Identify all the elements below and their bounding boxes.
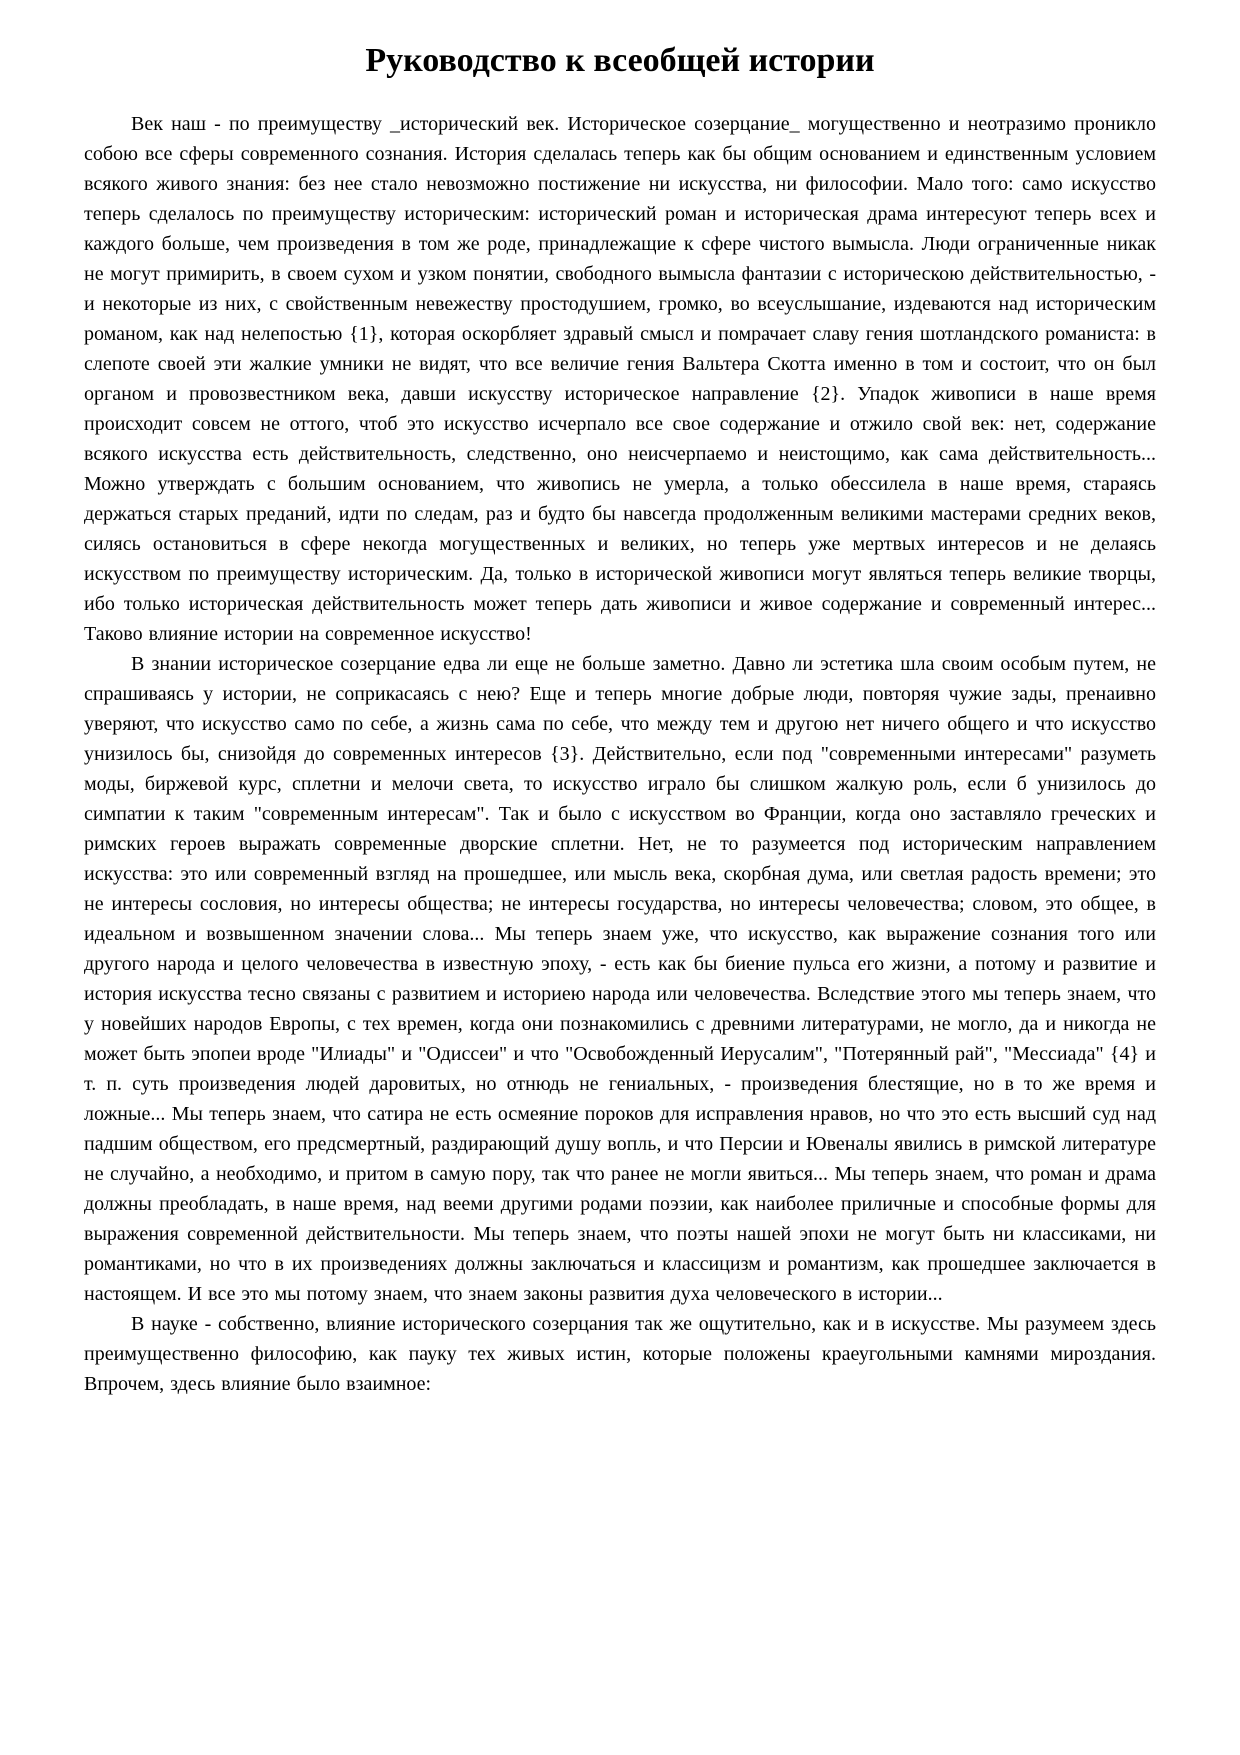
paragraph-2: В знании историческое созерцание едва ли еще не больше заметно. Давно ли эстетика шла своим особым путем, не спрашиваясь у истории, не соприкасаясь с нею? Еще и теперь многие добрые люди, повторяя чужие зады, пренаивно уверяют, что искусство само по себе, а жизнь сама по себе, что между тем и другою нет ничего общего и что искусство унизилось бы, снизойдя до современных интересов {3}. Действительно, если под "современными интересами" разуметь моды, биржевой курс, сплетни и мелочи света, то искусство играло бы слишком жалкую роль, если б унизилось до симпатии к таким "современным интересам". Так и было с искусством во Франции, когда оно заставляло греческих и римских героев выражать современные дворские сплетни. Нет, не то разумеется под историческим направлением искусства: это или современный взгляд на прошедшее, или мысль века, скорбная дума, или светлая радость времени; это не интересы сословия, но интересы общества; не интересы государства, но интересы человечества; словом, это общее, в идеальном и возвышенном значении слова... Мы теперь знаем уже, что искусство, как выражение сознания того или другого народа и целого человечества в известную эпоху, - есть как бы биение пульса его жизни, а потому и развитие и история искусства тесно связаны с развитием и историею народа или человечества. Вследствие этого мы теперь знаем, что у новейших народов Европы, с тех времен, когда они познакомились с древними литературами, не могло, да и никогда не может быть эпопеи вроде "Илиады" и "Одиссеи" и что "Освобожденный Иерусалим", "Потерянный рай", "Мессиада" {4} и т. п. суть произведения людей даровитых, но отнюдь не гениальных, - произведения блестящие, но в то же время и ложные... Мы теперь знаем, что сатира не есть осмеяние пороков для исправления нравов, но что это есть высший суд над падшим обществом, его предсмертный, раздирающий душу вопль, и что Персии и Ювеналы явились в римской литературе не случайно, а необходимо, и притом в самую пору, так что ранее не могли явиться... Мы теперь знаем, что роман и драма должны преобладать, в наше время, над вееми другими родами поэзии, как наиболее приличные и способные формы для выражения современной действительности. Мы теперь знаем, что поэты нашей эпохи не могут быть ни классиками, ни романтиками, но что в их произведениях должны заключаться и классицизм и романтизм, как прошедшее заключается в настоящем. И все это мы потому знаем, что знаем законы развития духа человеческого в истории... (84, 652, 1156, 1305)
document-body (84, 109, 1156, 1399)
paragraph-3: В науке - собственно, влияние исторического созерцания так же ощутительно, как и в искусстве. Мы разумеем здесь преимущественно философию, как пауку тех живых истин, которые положены краеугольными камнями мироздания. Впрочем, здесь влияние было взаимное: (84, 1312, 1156, 1395)
document-title: Руководство к всеобщей истории (365, 42, 875, 79)
paragraph-1: Век наш - по преимуществу _исторический век. Историческое созерцание_ могущественно и неотразимо проникло собою все сферы современного сознания. История сделалась теперь как бы общим основанием и единственным условием всякого живого знания: без нее стало невозможно постижение ни искусства, ни философии. Мало того: само искусство теперь сделалось по преимуществу историческим: исторический роман и историческая драма интересуют теперь всех и каждого больше, чем произведения в том же роде, принадлежащие к сфере чистого вымысла. Люди ограниченные никак не могут примирить, в своем сухом и узком понятии, свободного вымысла фантазии с историческою действительностью, - и некоторые из них, с свойственным невежеству простодушием, громко, во всеуслышание, издеваются над историческим романом, как над нелепостью {1}, которая оскорбляет здравый смысл и помрачает славу гения шотландского романиста: в слепоте своей эти жалкие умники не видят, что все величие гения Вальтера Скотта именно в том и состоит, что он был органом и провозвестником века, давши искусству историческое направление {2}. Упадок живописи в наше время происходит совсем не оттого, чтоб это искусство исчерпало все свое содержание и отжило свой век: нет, содержание всякого искусства есть действительность, следственно, оно неисчерпаемо и неистощимо, как сама действительность... Можно утверждать с большим основанием, что живопись не умерла, а только обессилела в наше время, стараясь держаться старых преданий, идти по следам, раз и будто бы навсегда продолженным великими мастерами средних веков, силясь остановиться в сфере некогда могущественных и великих, но теперь уже мертвых интересов и не делаясь искусством по преимуществу историческим. Да, только в исторической живописи могут являться теперь великие творцы, ибо только историческая действительность может теперь дать живописи и живое содержание и современный интерес... Таково влияние истории на современное искусство! (84, 112, 1156, 645)
